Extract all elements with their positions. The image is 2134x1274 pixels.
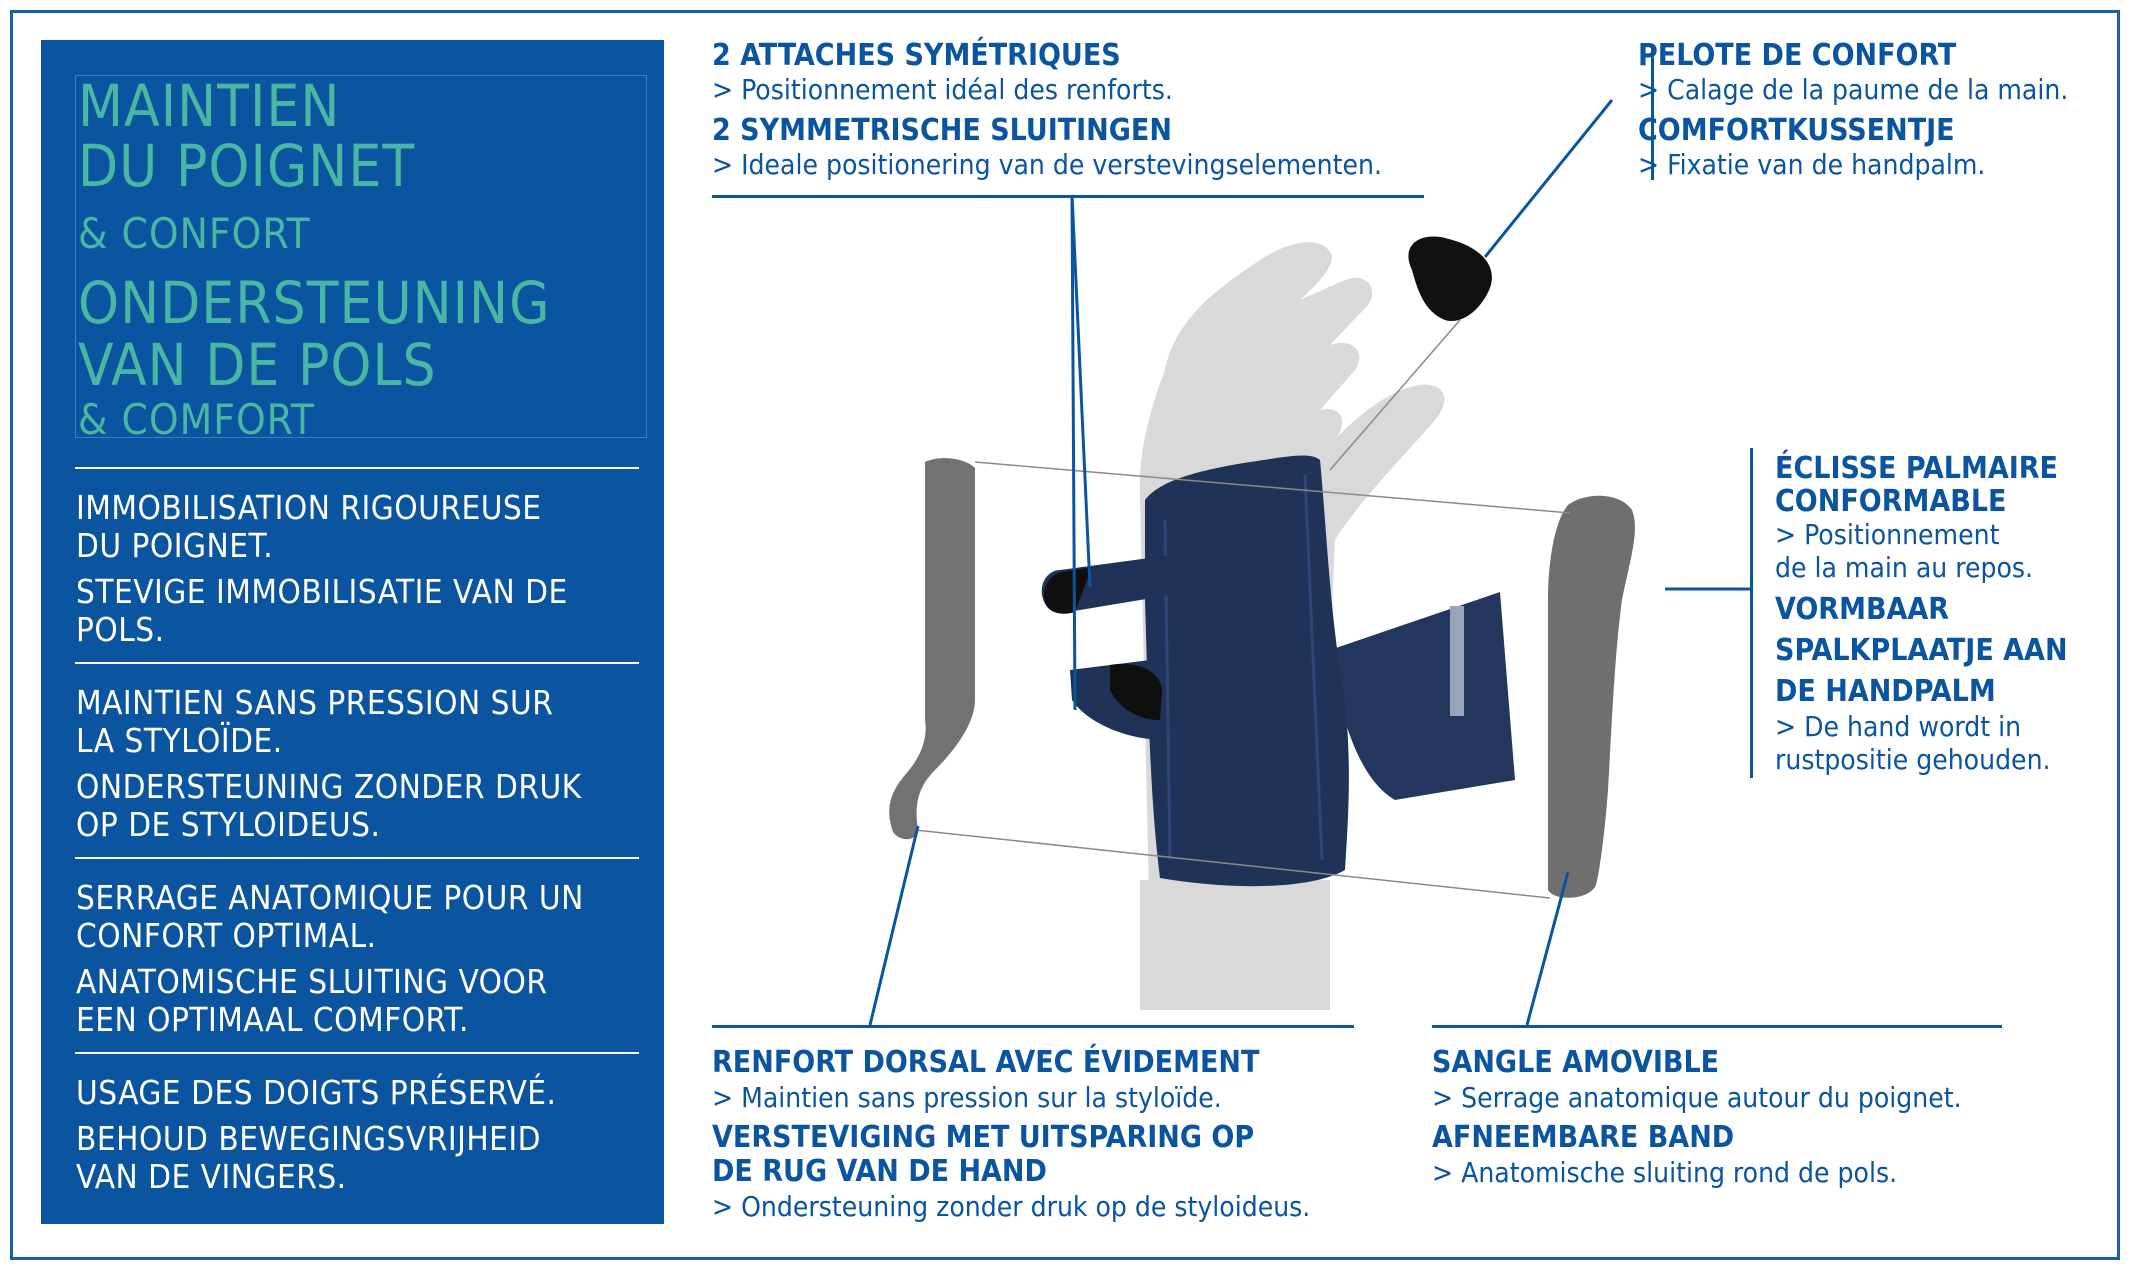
renfort-title-fr: RENFORT DORSAL AVEC ÉVIDEMENT [712,1045,1260,1080]
pelote-title-fr: PELOTE DE CONFORT [1638,38,1957,73]
attaches-text-fr: > Positionnement idéal des renforts. [712,73,1173,106]
wrist-brace [1145,456,1349,887]
attaches-text-nl: > Ideale positionering van de verstevingselementen. [712,148,1382,181]
sangle-overline [1432,1025,2002,1028]
attaches-title-nl: 2 SYMMETRISCHE SLUITINGEN [712,113,1172,148]
eclisse-bar [1750,448,1753,778]
title-fr-line2: DU POIGNET [78,132,416,200]
feature-nl-ondersteuning: ONDERSTEUNING ZONDER DRUK OP DE STYLOIDEUS. [76,767,582,844]
title-nl-line2: VAN DE POLS [78,331,437,399]
pelote-title-nl: COMFORTKUSSENTJE [1638,113,1955,148]
feature-nl-vingers: BEHOUD BEWEGINGSVRIJHEID VAN DE VINGERS. [76,1119,542,1196]
title-nl-line1: ONDERSTEUNING [78,269,551,337]
eclisse-text-fr-2: de la main au repos. [1775,551,2034,584]
eclisse-title-nl-1: VORMBAAR [1775,592,1950,627]
comfort-pad [1408,237,1491,322]
eclisse-title-fr-1: ÉCLISSE PALMAIRE [1775,451,2058,486]
title-fr-line1: MAINTIEN [78,72,341,140]
renfort-text-nl: > Ondersteuning zonder druk op de styloideus. [712,1190,1311,1223]
renfort-title-nl-1: VERSTEVIGING MET UITSPARING OP [712,1120,1255,1155]
eclisse-title-fr-2: CONFORMABLE [1775,484,2007,519]
feature-nl-sluiting: ANATOMISCHE SLUITING VOOR EEN OPTIMAAL COMFORT. [76,962,548,1039]
strap-buckle [1450,606,1464,716]
title-nl-sub: & COMFORT [78,395,315,444]
eclisse-text-fr-1: > Positionnement [1775,518,2000,551]
title-fr-sub: & CONFORT [78,209,311,258]
feature-fr-doigts: USAGE DES DOIGTS PRÉSERVÉ. [76,1073,557,1112]
eclisse-title-nl-2: SPALKPLAATJE AAN [1775,633,2068,668]
removable-strap [1330,592,1515,800]
eclisse-text-nl-1: > De hand wordt in [1775,710,2022,743]
dorsal-splint [889,458,975,839]
palmar-splint [1548,496,1635,898]
sangle-title-fr: SANGLE AMOVIBLE [1432,1045,1720,1080]
feature-fr-immobilisation: IMMOBILISATION RIGOUREUSE DU POIGNET. [76,488,542,565]
sangle-title-nl: AFNEEMBARE BAND [1432,1120,1735,1155]
eclisse-title-nl-3: DE HANDPALM [1775,674,1996,709]
sangle-text-fr: > Serrage anatomique autour du poignet. [1432,1081,1962,1114]
feature-fr-maintien: MAINTIEN SANS PRESSION SUR LA STYLOÏDE. [76,683,554,760]
renfort-overline [712,1025,1354,1028]
sangle-text-nl: > Anatomische sluiting rond de pols. [1432,1156,1898,1189]
eclisse-text-nl-2: rustpositie gehouden. [1775,743,2051,776]
feature-fr-serrage: SERRAGE ANATOMIQUE POUR UN CONFORT OPTIMAL. [76,878,584,955]
renfort-title-nl-2: DE RUG VAN DE HAND [712,1154,1047,1189]
attaches-underline [712,195,1424,198]
renfort-text-fr: > Maintien sans pression sur la styloïde. [712,1081,1222,1114]
pelote-text-nl: > Fixatie van de handpalm. [1638,148,1986,181]
feature-nl-immobilisatie: STEVIGE IMMOBILISATIE VAN DE POLS. [76,572,568,649]
attaches-title-fr: 2 ATTACHES SYMÉTRIQUES [712,38,1121,73]
pelote-text-fr: > Calage de la paume de la main. [1638,73,2069,106]
